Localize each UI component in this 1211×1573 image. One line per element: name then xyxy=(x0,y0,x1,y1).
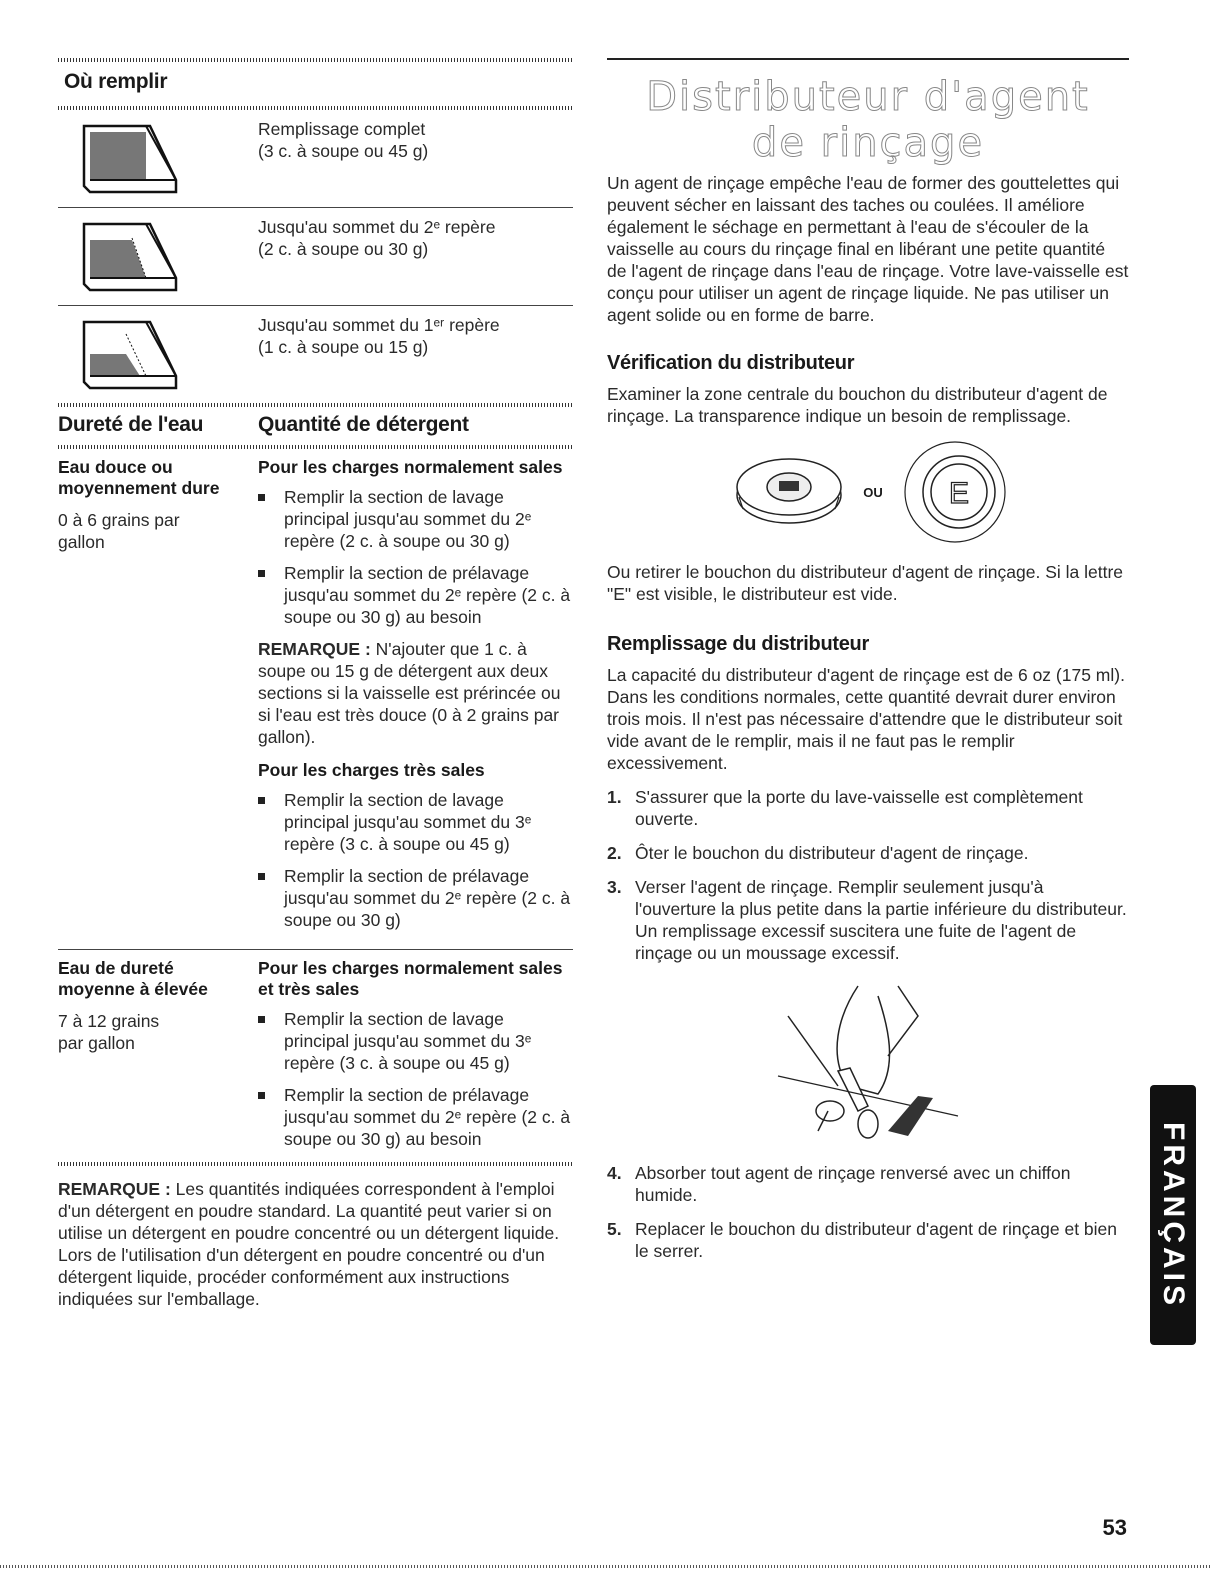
top-rule xyxy=(607,58,1129,60)
list-item: Remplir la section de lavage principal jusqu'au sommet du 3ᵉ repère (3 c. à soupe ou 45 g) xyxy=(258,1008,573,1074)
fill-row-full-line1: Remplissage complet xyxy=(258,119,426,139)
list-item: 2. Ôter le bouchon du distributeur d'agent de rinçage. xyxy=(607,843,1029,863)
fill-row-first-line2: (1 c. à soupe ou 15 g) xyxy=(258,337,429,357)
top-rule xyxy=(58,58,573,62)
or-label: OU xyxy=(863,484,883,500)
steps-list xyxy=(607,786,1129,964)
verification-heading: Vérification du distributeur xyxy=(607,352,855,374)
divider xyxy=(58,1162,573,1166)
list-item: Remplir la section de prélavage jusqu'au sommet du 2ᵉ repère (2 c. à soupe ou 30 g) au besoin xyxy=(258,562,573,628)
bottom-note-text: Les quantités indiquées correspondent à l'emploi d'un détergent en poudre standard. La quantité peut varier si on utilise un détergent en poudre concentré ou un détergent liquide. Lors de l'utilisation d'un détergent en poudre concentré ou d'un détergent liquide, procéder conformément aux instructions indiquées sur l'emballage. xyxy=(58,1179,560,1309)
group-title: Pour les charges normalement sales xyxy=(258,457,563,477)
pouring-hand-icon xyxy=(768,976,968,1146)
dispenser-first-mark-icon xyxy=(58,306,258,399)
hardness-heading: Dureté de l'eau xyxy=(58,413,204,436)
section-title-line2: de rinçage xyxy=(751,120,985,166)
list-item: Remplir la section de prélavage jusqu'au sommet du 2ᵉ repère (2 c. à soupe ou 30 g) au besoin xyxy=(258,1084,573,1150)
language-tab-label: FRANÇAIS xyxy=(1157,1121,1190,1309)
language-tab xyxy=(1150,1085,1196,1345)
fill-row-first-mark xyxy=(58,306,573,403)
left-column xyxy=(58,58,573,1310)
list-item: Remplir la section de lavage principal jusqu'au sommet du 2ᵉ repère (2 c. à soupe ou 30 g) xyxy=(258,486,573,552)
bullet-list xyxy=(258,1008,573,1150)
group-title: Pour les charges très sales xyxy=(258,760,485,780)
bottom-rule xyxy=(0,1565,1211,1568)
filling-heading: Remplissage du distributeur xyxy=(607,633,869,655)
page-number: 53 xyxy=(1102,1515,1127,1540)
right-column xyxy=(607,58,1129,1274)
list-item: 4. Absorber tout agent de rinçage renversé avec un chiffon humide. xyxy=(607,1163,1071,1205)
fill-row-second-line2: (2 c. à soupe ou 30 g) xyxy=(258,239,429,259)
hardness-value: 7 à 12 grains par gallon xyxy=(58,1011,160,1053)
section-title xyxy=(607,74,1129,166)
fill-row-first-line1: Jusqu'au sommet du 1ᵉʳ repère xyxy=(258,315,500,335)
cap-empty-icon xyxy=(897,437,1007,547)
bottom-note xyxy=(58,1178,573,1310)
fill-row-full-line2: (3 c. à soupe ou 45 g) xyxy=(258,141,429,161)
hardness-label: Eau douce ou moyennement dure xyxy=(58,457,220,498)
dispenser-second-mark-icon xyxy=(58,208,258,301)
verification-text: Examiner la zone centrale du bouchon du distributeur d'agent de rinçage. La transparence indique un besoin de remplissage. xyxy=(607,384,1108,426)
dispenser-full-icon xyxy=(58,110,258,203)
fill-where-heading: Où remplir xyxy=(64,70,168,93)
table-header xyxy=(58,413,573,445)
list-item: 5. Replacer le bouchon du distributeur d'agent de rinçage et bien le serrer. xyxy=(607,1219,1118,1261)
fill-row-second-mark xyxy=(58,208,573,305)
cap-letter: E xyxy=(948,477,969,510)
table-row xyxy=(58,449,573,949)
filling-text: La capacité du distributeur d'agent de rinçage est de 6 oz (175 ml). Dans les conditions normales, cette quantité devrait durer environ trois mois. Il n'est pas nécessaire d'attendre que le distributeur soit vide avant de le remplir, mais il ne faut pas le remplir excessivement. xyxy=(607,665,1125,773)
list-item: Remplir la section de lavage principal jusqu'au sommet du 3ᵉ repère (3 c. à soupe ou 45 g) xyxy=(258,789,573,855)
note xyxy=(258,638,573,748)
amount-heading: Quantité de détergent xyxy=(258,413,469,436)
intro-paragraph: Un agent de rinçage empêche l'eau de former des gouttelettes qui peuvent sécher en laissant des taches ou coulées. Il améliore également le séchage en permettant à l'eau de s'écouler de la vaisselle au cours du rinçage final en libérant une petite quantité de l'agent de rinçage dans l'eau de rinçage. Votre lave-vaisselle est conçu pour utiliser un agent de rinçage liquide. Ne pas utiliser un agent solide ou en forme de barre. xyxy=(607,173,1129,325)
bottom-note-label: REMARQUE : xyxy=(58,1179,171,1199)
note-label: REMARQUE : xyxy=(258,639,371,659)
section-title-line1: Distributeur d'agent xyxy=(646,74,1090,120)
hardness-value: 0 à 6 grains par gallon xyxy=(58,510,180,552)
list-item: 3. Verser l'agent de rinçage. Remplir seulement jusqu'à l'ouverture la plus petite dans la partie inférieure du distributeur. Un remplissage excessif suscitera une fuite de l'agent de rinçage ou un moussage excessif. xyxy=(607,877,1127,963)
list-item: Remplir la section de prélavage jusqu'au sommet du 2ᵉ repère (2 c. à soupe ou 30 g) xyxy=(258,865,573,931)
list-item: 1. S'assurer que la porte du lave-vaisselle est complètement ouverte. xyxy=(607,787,1083,829)
bullet-list xyxy=(258,486,573,628)
verification-text-2: Ou retirer le bouchon du distributeur d'agent de rinçage. Si la lettre "E" est visible, le distributeur est vide. xyxy=(607,562,1124,604)
cap-illustration xyxy=(607,437,1129,547)
fill-row-second-line1: Jusqu'au sommet du 2ᵉ repère xyxy=(258,217,496,237)
hardness-label: Eau de dureté moyenne à élevée xyxy=(58,958,208,999)
divider xyxy=(58,403,573,407)
fill-row-full xyxy=(58,110,573,207)
table-row xyxy=(58,950,573,1162)
bullet-list xyxy=(258,789,573,931)
cap-transparent-icon xyxy=(729,447,849,537)
note-text: N'ajouter que 1 c. à soupe ou 15 g de détergent aux deux sections si la vaisselle est prérincée ou si l'eau est très douce (0 à 2 grains par gallon). xyxy=(258,639,561,747)
pouring-illustration xyxy=(607,976,1129,1146)
steps-list xyxy=(607,1162,1129,1262)
group-title: Pour les charges normalement sales et très sales xyxy=(258,958,563,999)
